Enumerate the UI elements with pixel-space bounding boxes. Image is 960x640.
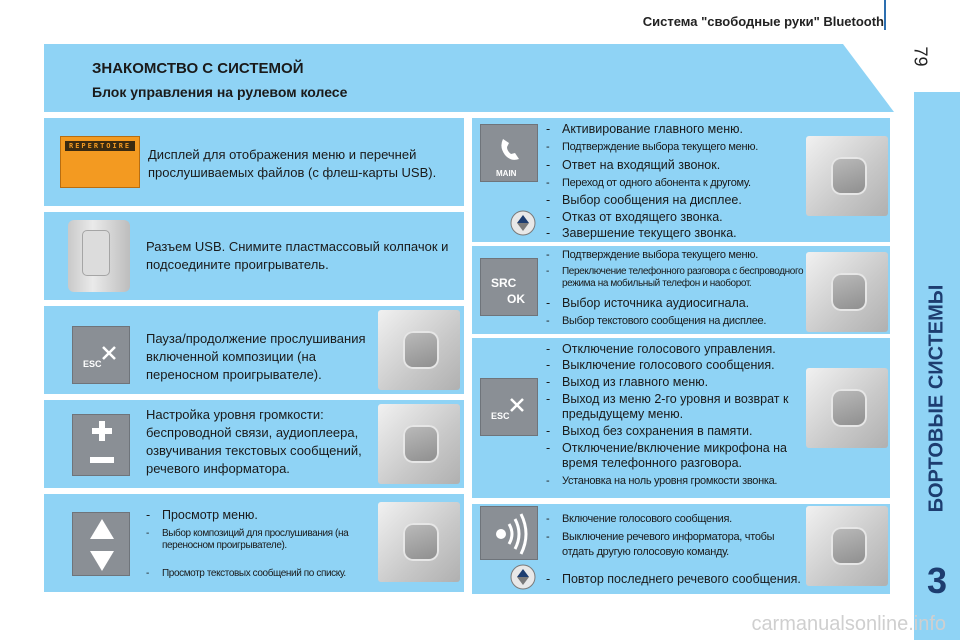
voice-waves-icon	[481, 507, 539, 561]
volume-button-image	[72, 414, 130, 476]
main-item-1: - Активирование главного меню.	[546, 122, 796, 137]
chapter-number: 3	[926, 560, 948, 601]
display-image	[60, 136, 140, 188]
browse-item-1: - Просмотр меню.	[146, 508, 376, 523]
esc-item-3: - Выход из главного меню.	[546, 375, 796, 390]
main-item-7: - Завершение текущего звонка.	[546, 226, 796, 241]
voice-item-2: - Выключение речевого информатора, чтобы отдать другую голосовую команду.	[546, 530, 808, 560]
svg-text:OK: OK	[507, 292, 525, 306]
main-item-5: - Выбор сообщения на дисплее.	[546, 193, 796, 208]
updown-nav-icon	[510, 210, 536, 236]
steering-control-image	[378, 404, 460, 484]
esc-button-image	[480, 378, 538, 436]
src-item-1: - Подтверждение выбора текущего меню.	[546, 248, 808, 263]
plus-minus-icon	[73, 415, 131, 477]
watermark: carmanualsonline.info	[751, 613, 946, 635]
src-ok-icon	[481, 259, 539, 317]
esc-item-7: - Установка на ноль уровня громкости звонка.	[546, 474, 808, 489]
browse-item-3: - Просмотр текстовых сообщений по списку.	[146, 568, 376, 580]
section-banner	[44, 44, 894, 112]
voice-item-1: - Включение голосового сообщения.	[546, 512, 808, 527]
src-ok-button-image	[480, 258, 538, 316]
steering-control-image	[378, 310, 460, 390]
header-divider	[884, 0, 886, 30]
src-item-2: - Переключение телефонного разговора с беспроводного режима на мобильный телефон и наоборот.	[546, 266, 808, 290]
volume-description: Настройка уровня громкости: беспроводной связи, аудиоплеера, озвучивания текстовых сообщений, речевого информатора.	[146, 407, 362, 476]
display-description: Дисплей для отображения меню и перечней прослушиваемых файлов (с флеш-карты USB).	[148, 147, 437, 180]
main-button-image	[480, 124, 538, 182]
section-title: ЗНАКОМСТВО С СИСТЕМОЙ	[92, 60, 304, 77]
src-item-4: - Выбор текстового сообщения на дисплее.	[546, 314, 808, 329]
esc-item-4: - Выход из меню 2-го уровня и возврат к предыдущему меню.	[546, 392, 802, 422]
voice-button-image	[480, 506, 538, 560]
esc-icon	[73, 327, 131, 385]
browse-item-2: - Выбор композиций для прослушивания (на переносном проигрывателе).	[146, 528, 376, 552]
section-subtitle: Блок управления на рулевом колесе	[92, 84, 348, 100]
esc-icon	[481, 379, 539, 437]
main-item-3: - Ответ на входящий звонок.	[546, 158, 796, 173]
steering-control-image	[806, 252, 888, 332]
phone-icon	[481, 125, 539, 183]
main-item-6: - Отказ от входящего звонка.	[546, 210, 796, 225]
updown-button-image	[72, 512, 130, 576]
steering-control-image	[806, 136, 888, 216]
up-down-arrows-icon	[73, 513, 131, 577]
src-item-3: - Выбор источника аудиосигнала.	[546, 296, 796, 311]
main-item-4: - Переход от одного абонента к другому.	[546, 176, 808, 191]
svg-text:SRC: SRC	[491, 276, 517, 290]
svg-text:ESC: ESC	[491, 411, 510, 421]
svg-text:ESC: ESC	[83, 359, 102, 369]
esc-item-6: - Отключение/включение микрофона на время телефонного разговора.	[546, 441, 796, 471]
steering-control-image	[806, 368, 888, 448]
header-title: Система "свободные руки" Bluetooth	[642, 14, 884, 29]
side-tab-label: БОРТОВЫЕ СИСТЕМЫ	[925, 284, 948, 513]
svg-text:MAIN: MAIN	[496, 169, 517, 178]
esc-item-1: - Отключение голосового управления.	[546, 342, 796, 357]
voice-item-3: - Повтор последнего речевого сообщения.	[546, 572, 808, 587]
main-item-2: - Подтверждение выбора текущего меню.	[546, 140, 808, 155]
steering-control-image	[806, 506, 888, 586]
steering-control-image	[378, 502, 460, 582]
usb-description: Разъем USB. Снимите пластмассовый колпачок и подсоедините проигрыватель.	[146, 239, 449, 272]
esc-button-image	[72, 326, 130, 384]
esc-item-5: - Выход без сохранения в памяти.	[546, 424, 796, 439]
usb-port-image	[68, 220, 130, 292]
esc-item-2: - Выключение голосового сообщения.	[546, 358, 796, 373]
display-label: REPERTOIRE	[65, 141, 135, 151]
pause-description: Пауза/продолжение прослушивания включенной композиции (на переносном проигрывателе).	[146, 331, 366, 382]
updown-nav-icon	[510, 564, 536, 590]
page-number: 79	[910, 46, 931, 67]
